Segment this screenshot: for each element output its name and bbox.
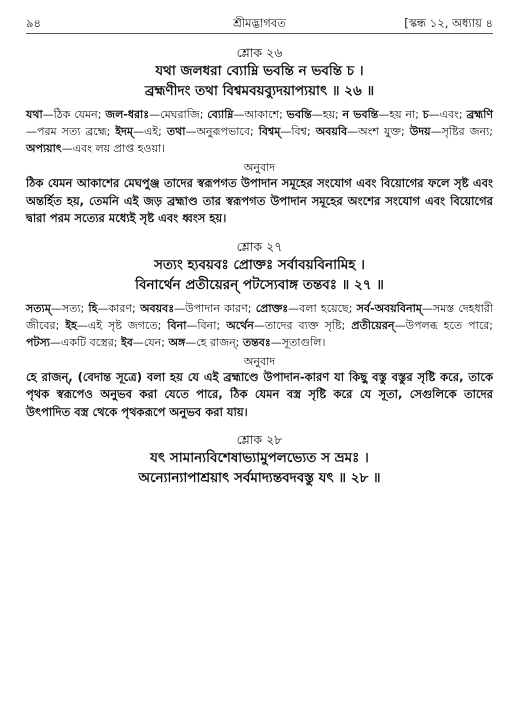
synonym-meaning: হয় <box>322 108 335 121</box>
synonym-word: সর্ব-অবয়বিনাম্ <box>356 301 422 315</box>
synonym-meaning: উপাদান কারণ <box>185 301 248 315</box>
synonym-meaning: আকাশে <box>244 108 280 121</box>
synonym-word: জল-ধরাঃ <box>105 108 150 121</box>
synonym-meaning: ঠিক যেমন <box>53 108 98 121</box>
synonym-word: বিনা <box>167 318 187 332</box>
verse-27-synonyms: সত্যম্—সত্য; হি—কারণ; অবয়বঃ—উপাদান কারণ; প্রোক্তঃ—বলা হয়েছে; সর্ব-অবয়বিনাম্—সমস্ত দেহধারী জীবের; ইহ—এই সৃষ্ট জগতে; বিনা—বিনা; অর্থেন—তাদের ব্যক্ত সৃষ্টি; প্রতীয়েরন্—উপলব্ধ হতে পারে; পটস্য—একটি বস্ত্রের; ইব—যেন; অঙ্গ—হে রাজন্; তন্তবঃ—সূতাগুলি। <box>26 301 494 349</box>
synonym-word: ন ভবন্তি <box>342 108 379 121</box>
synonym-meaning: বলা হয়েছে <box>299 301 349 315</box>
synonym-meaning: সমস্ত দেহধারী জীবের <box>26 301 493 332</box>
verse-28-line-1: যৎ সামান্যবিশেষাভ্যামুপলভ্যেত স ভ্রমঃ । <box>150 450 369 466</box>
synonym-meaning: মেঘরাজি <box>160 108 200 121</box>
synonym-meaning: বিনা <box>197 318 217 332</box>
synonym-word: ব্রহ্মণি <box>466 108 494 121</box>
verse-26-title: শ্লোক ২৬ <box>236 45 283 60</box>
synonym-meaning: সত্য <box>61 301 81 315</box>
synonym-word: ব্যোম্নি <box>207 108 234 121</box>
book-title: শ্রীমদ্ভাগবত <box>233 16 286 30</box>
synonym-word: ভবন্তি <box>286 108 312 121</box>
synonym-meaning: যেন <box>143 335 162 349</box>
synonym-meaning: বিশ্ব <box>291 125 307 138</box>
synonym-word: ইব <box>121 335 133 349</box>
synonym-meaning: অনুরূপভাবে <box>196 125 250 138</box>
synonym-word: হি <box>88 301 98 315</box>
synonym-meaning: এবং লয় প্রাপ্ত হওয়া। <box>72 142 166 155</box>
synonym-meaning: অংশ যুক্ত <box>358 125 401 138</box>
verse-28-line-2: অন্যোন্যাপাশ্রয়াৎ সর্বমাদ্যন্তবদবস্তু যৎ ॥ ২৮ ॥ <box>138 470 381 486</box>
page-header <box>26 14 493 32</box>
synonym-meaning: সূতাগুলি। <box>281 335 326 349</box>
synonym-word: অবয়বি <box>315 125 348 138</box>
synonym-word: অর্থেন <box>226 318 254 332</box>
header-rule <box>26 33 493 34</box>
verse-26-line-2: ব্রহ্মণীদং তথা বিশ্বমবয়ব্যুদয়াপ্যয়াৎ ॥ ২৬ ॥ <box>144 83 375 99</box>
verse-27-line-2: বিনার্থেন প্রতীয়েরন্ পটস্যেবাঙ্গ তন্তবঃ ॥ ২৭ ॥ <box>135 276 384 293</box>
synonym-word: অবয়বঃ <box>140 301 175 315</box>
synonym-word: যথা <box>26 108 43 121</box>
synonym-word: ইহ <box>65 318 77 332</box>
verse-27-translation-heading: অনুবাদ <box>243 354 276 368</box>
synonym-meaning: সৃষ্টির জন্য <box>441 125 490 138</box>
synonym-word: অপ্যয়াৎ <box>26 142 62 155</box>
synonym-word: প্রোক্তঃ <box>255 301 289 315</box>
synonym-meaning: উপলব্ধ হতে পারে <box>405 318 490 332</box>
synonym-meaning: হয় না <box>389 108 416 121</box>
synonym-meaning: কারণ <box>108 301 133 315</box>
synonym-word: পটস্য <box>26 335 50 349</box>
verse-27-title: শ্লোক ২৭ <box>236 238 283 254</box>
synonym-meaning: হে রাজন্ <box>196 335 236 349</box>
synonym-meaning: এবং <box>439 108 459 121</box>
synonym-word: অঙ্গ <box>168 335 186 349</box>
synonym-meaning: তাদের ব্যক্ত সৃষ্টি <box>264 318 342 332</box>
synonym-word: উদয় <box>409 125 431 138</box>
verse-26-translation-heading: অনুবাদ <box>243 161 276 174</box>
verse-26-synonyms: যথা—ঠিক যেমন; জল-ধরাঃ—মেঘরাজি; ব্যোম্নি—আকাশে; ভবন্তি—হয়; ন ভবন্তি—হয় না; চ—এবং; ব্রহ্মণি—পরম সত্য ব্রহ্মে; ইদম্—এই; তথা—অনুরূপভাবে; বিশ্বম্—বিশ্ব; অবয়বি—অংশ যুক্ত; উদয়—সৃষ্টির জন্য; অপ্যয়াৎ—এবং লয় প্রাপ্ত হওয়া। <box>26 108 494 155</box>
synonym-meaning: একটি বস্ত্রের <box>60 335 114 349</box>
verse-27-translation: হে রাজন্, (বেদান্ত সূত্রে) বলা হয় যে এই ব্রহ্মাণ্ডে উপাদান-কারণ যা কিছু বস্তু বস্তুর সৃষ্টি করে, তাকে পৃথক স্বরূপেও অনুভব করা যেতে পারে, ঠিক যেমন বস্ত্র সৃষ্টি করে যে সূতা, সেগুলিকে তাদের উৎপাদিত বস্ত্র থেকে পৃথকরূপে অনুভব করা যায়। <box>26 369 493 419</box>
synonym-word: প্রতীয়েরন্ <box>351 318 395 332</box>
verse-27-line-1: সত্যং হ্যবয়বঃ প্রোক্তঃ সর্বাবয়বিনামিহ । <box>154 256 365 273</box>
synonym-word: চ <box>422 108 429 121</box>
synonym-meaning: এই <box>144 125 159 138</box>
synonym-meaning: এই সৃষ্ট জগতে <box>87 318 158 332</box>
page-body <box>26 40 493 488</box>
verse-28-title: শ্লোক ২৮ <box>236 432 283 447</box>
synonym-word: তন্তবঃ <box>242 335 271 349</box>
synonym-word: সত্যম্ <box>26 301 51 315</box>
chapter-location: [স্কন্ধ ১২, অধ্যায় ৪ <box>404 16 493 30</box>
synonym-word: ইদম্ <box>115 125 134 138</box>
synonym-word: তথা <box>166 125 186 138</box>
page-number: ৯৪ <box>26 16 41 30</box>
synonym-meaning: পরম সত্য ব্রহ্মে <box>37 125 107 138</box>
verse-26-translation: ঠিক যেমন আকাশের মেঘপুঞ্জ তাদের স্বরূপগত উপাদান সমূহের সংযোগ এবং বিয়োগের ফলে সৃষ্ট এবং অন্তর্হিত হয়, তেমনি এই জড় ব্রহ্মাণ্ড তার স্বরূপগত উপাদান সমূহের অংশের সংযোগ এবং বিয়োগের দ্বারা পরম সত্যের মধ্যেই সৃষ্ট এবং ধ্বংস হয়। <box>26 176 493 225</box>
synonym-word: বিশ্বম্ <box>258 125 281 138</box>
verse-26-line-1: যথা জলধরা ব্যোম্নি ভবন্তি ন ভবন্তি চ । <box>155 63 364 79</box>
